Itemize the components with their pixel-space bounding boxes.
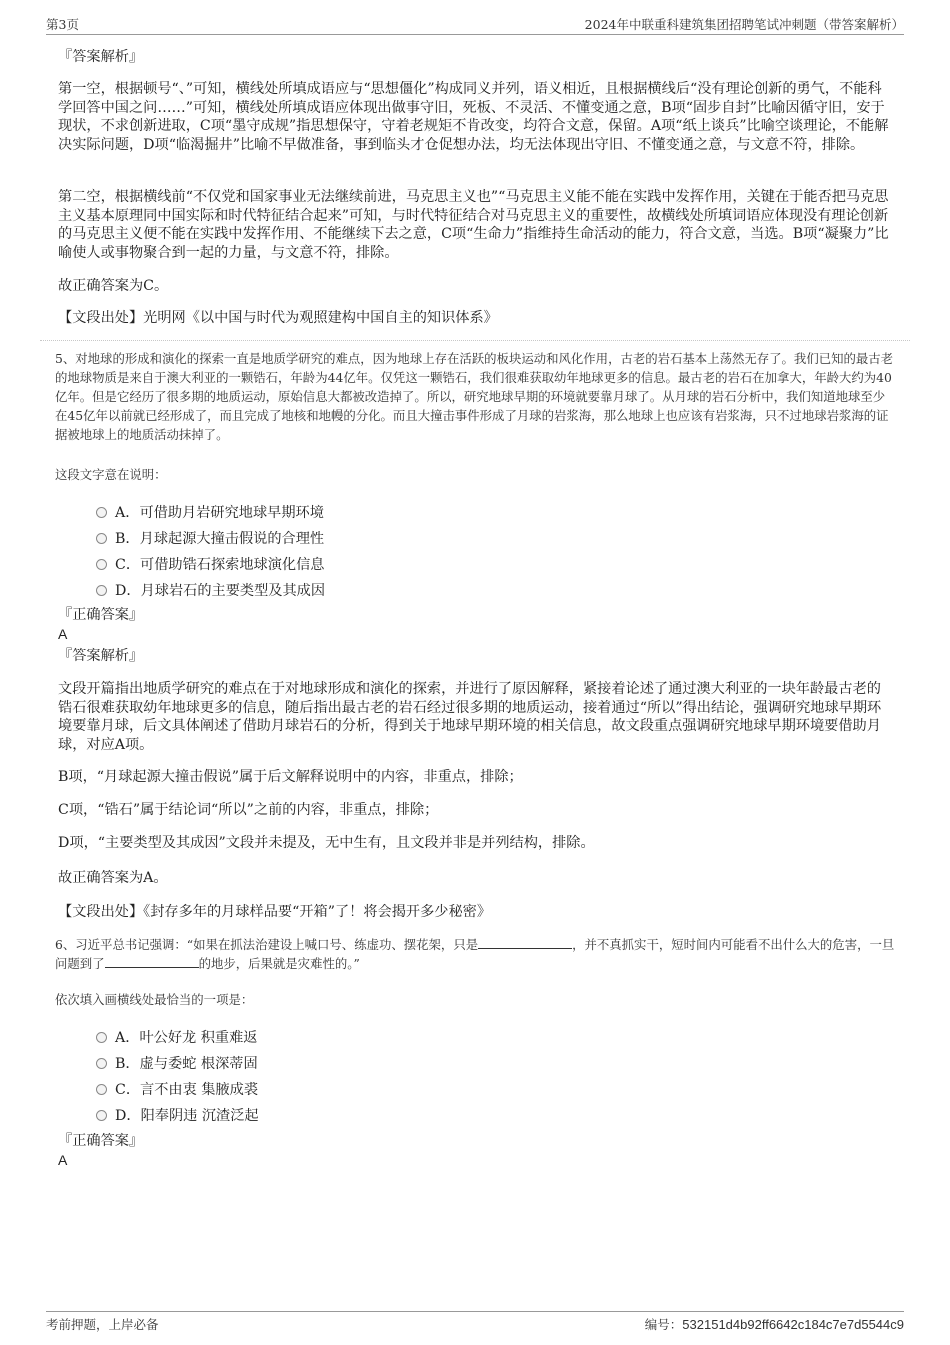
q6-option-d[interactable]: D．阳奉阴违 沉渣泛起: [96, 1105, 259, 1125]
radio-icon[interactable]: [96, 533, 107, 544]
page-footer: [46, 1311, 904, 1334]
q5-prompt: 这段文字意在说明：: [55, 467, 167, 482]
q5-analysis-p2: B项，“月球起源大撞击假说”属于后文解释说明中的内容，非重点，排除；: [58, 769, 523, 785]
q5-option-b[interactable]: B．月球起源大撞击假说的合理性: [96, 528, 324, 548]
q5-analysis-label: 『答案解析』: [58, 648, 144, 664]
q4-analysis-p1: 第一空，根据顿号“、”可知，横线处所填成语应与“思想僵化”构成同义并列，语义相近，且根据横线后“没有理论创新的勇气，不能科学回答中国之问……”可知，横线处所填成语应体现出做事守旧，死板、不灵活、不懂变通之意，B项“固步自封”比喻因循守旧，安于现状，不求创新进取，C项“墨守成规”指思想保守，守着老规矩不肯改变，均符合文意，保留。A项“纸上谈兵”比喻空谈理论，不能解决实际问题，D项“临渴掘井”比喻不早做准备，事到临头才仓促想办法，均无法体现出守旧、不懂变通之意，与文意不符，排除。: [58, 81, 889, 153]
page-number: 第3页: [46, 17, 79, 32]
radio-icon[interactable]: [96, 1110, 107, 1121]
q5-option-a[interactable]: A．可借助月岩研究地球早期环境: [96, 502, 324, 522]
fill-blank: [478, 936, 572, 949]
radio-icon[interactable]: [96, 585, 107, 596]
q5-source: 【文段出处】《封存多年的月球样品要“开箱”了！将会揭开多少秘密》: [58, 904, 492, 920]
fill-blank: [105, 955, 199, 968]
q5-analysis-p4: D项，“主要类型及其成因”文段并未提及，无中生有，且文段并非是并列结构，排除。: [58, 835, 595, 851]
q6-option-a[interactable]: A．叶公好龙 积重难返: [96, 1027, 257, 1047]
document-title: 2024年中联重科建筑集团招聘笔试冲刺题（带答案解析）: [584, 17, 904, 32]
q4-analysis-label: 『答案解析』: [58, 49, 144, 65]
q5-analysis-p1: 文段开篇指出地质学研究的难点在于对地球形成和演化的探索，并进行了原因解释，紧接着论述了通过澳大利亚的一块年龄最古老的锆石很难获取幼年地球更多的信息，随后指出最古老的岩石经过很多期的地质运动，接着通过“所以”得出结论，强调研究地球早期环境要靠月球，后文具体阐述了借助月球岩石的分析，得到关于地球早期环境的相关信息，故文段重点强调研究地球早期环境要借助月球，对应A项。: [58, 681, 882, 753]
q5-conclusion: 故正确答案为A。: [58, 870, 168, 886]
q6-answer-label: 『正确答案』: [58, 1133, 144, 1149]
q4-conclusion: 故正确答案为C。: [58, 278, 169, 294]
q5-answer: A: [58, 626, 68, 642]
q6-answer: A: [58, 1152, 68, 1168]
footer-slogan: 考前押题，上岸必备: [46, 1317, 159, 1332]
q4-source: 【文段出处】光明网《以中国与时代为观照建构中国自主的知识体系》: [58, 310, 498, 326]
q5-stem: 5、对地球的形成和演化的探索一直是地质学研究的难点，因为地球上存在活跃的板块运动和风化作用，古老的岩石基本上荡然无存了。我们已知的最古老的地球物质是来自于澳大利亚的一颗锆石，年龄为44亿年。仅凭这一颗锆石，我们很难获取幼年地球更多的信息。最古老的岩石在加拿大，年龄大约为40亿年。但是它经历了很多期的地质运动，原始信息大都被改造掉了。所以，研究地球早期的环境就要靠月球了。从月球的岩石分析中，我们知道地球至少在45亿年以前就已经形成了，而且完成了地核和地幔的分化。而且大撞击事件形成了月球的岩浆海，那么地球上也应该有岩浆海，只不过地球岩浆海的证据被地球上的地质活动抹掉了。: [55, 351, 894, 442]
q6-prompt: 依次填入画横线处最恰当的一项是：: [55, 992, 254, 1007]
radio-icon[interactable]: [96, 1032, 107, 1043]
q5-option-d[interactable]: D．月球岩石的主要类型及其成因: [96, 580, 325, 600]
q5-option-c[interactable]: C．可借助锆石探索地球演化信息: [96, 554, 325, 574]
radio-icon[interactable]: [96, 1084, 107, 1095]
radio-icon[interactable]: [96, 507, 107, 518]
q5-analysis-p3: C项，“锆石”属于结论词“所以”之前的内容，非重点，排除；: [58, 802, 439, 818]
radio-icon[interactable]: [96, 1058, 107, 1069]
footer-code: 编号：532151d4b92ff6642c184c7e7d5544c9: [644, 1317, 904, 1332]
q6-option-b[interactable]: B．虚与委蛇 根深蒂固: [96, 1053, 258, 1073]
q4-analysis-p2: 第二空，根据横线前“不仅党和国家事业无法继续前进，马克思主义也”“马克思主义能不能在实践中发挥作用，关键在于能否把马克思主义基本原理同中国实际和时代特征结合起来”可知，与时代特征结合对马克思主义的重要性，故横线处所填词语应体现没有理论创新的马克思主义便不能在实践中发挥作用、不能继续下去之意，C项“生命力”指维持生命活动的能力，符合文意，当选。B项“凝聚力”比喻使人或事物聚合到一起的力量，与文意不符，排除。: [58, 189, 889, 261]
q6-stem: 6、习近平总书记强调：“如果在抓法治建设上喊口号、练虚功、摆花架，只是 ，并不真抓实干，短时间内可能看不出什么大的危害，一旦问题到了 的地步，后果就是灾难性的。”: [55, 937, 895, 971]
q5-answer-label: 『正确答案』: [58, 607, 144, 623]
radio-icon[interactable]: [96, 559, 107, 570]
page-header: [46, 14, 904, 35]
divider: [40, 340, 910, 341]
q6-option-c[interactable]: C．言不由衷 集腋成裘: [96, 1079, 258, 1099]
